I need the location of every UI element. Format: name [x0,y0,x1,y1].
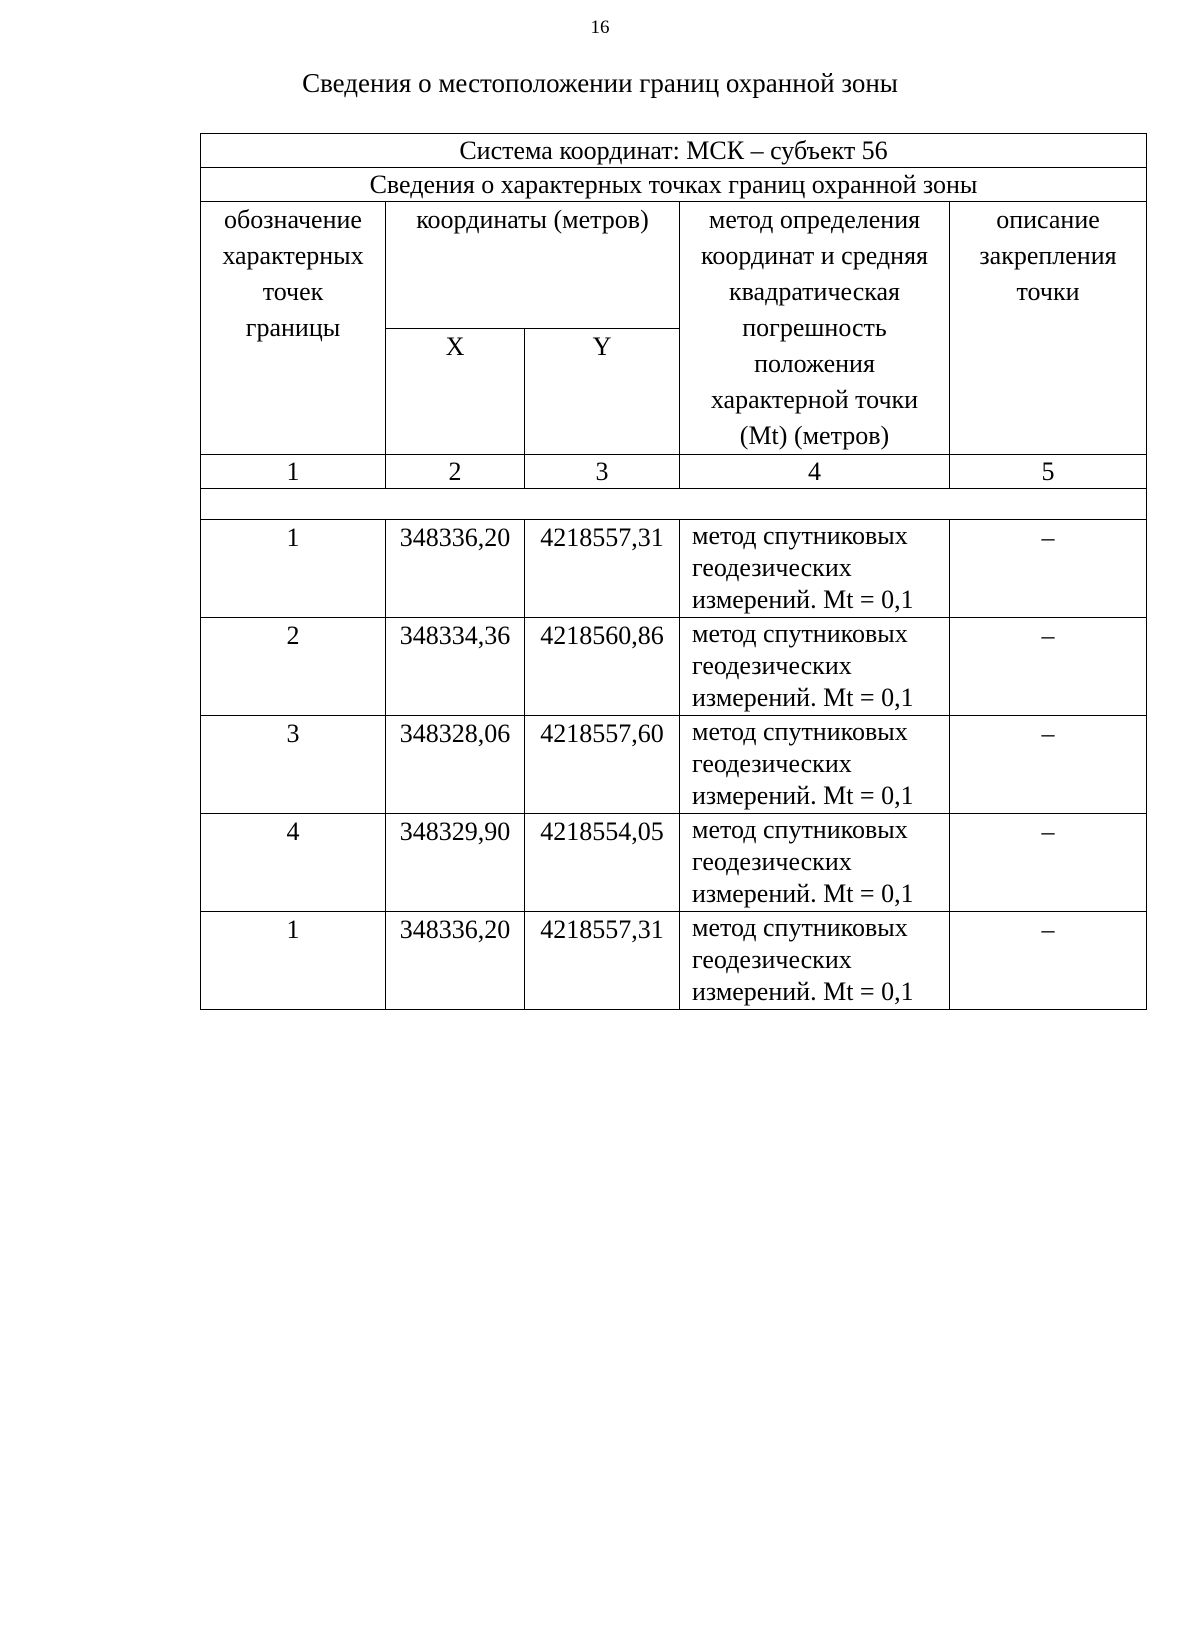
table-row [201,912,1147,1010]
empty-row [201,489,1147,520]
method-cell [680,618,950,716]
header-designation-line: характерных [222,241,364,270]
method-line: измерений. Mt = 0,1 [692,879,914,908]
y-cell: 4218557,31 [525,912,680,1010]
table-row [201,716,1147,814]
point-cell: 3 [201,716,386,814]
method-line: измерений. Mt = 0,1 [692,781,914,810]
y-cell: 4218554,05 [525,814,680,912]
method-line: геодезических [692,945,852,974]
header-description [950,202,1147,455]
coordinate-system-cell: Система координат: МСК – субъект 56 [201,134,1147,168]
y-cell: 4218560,86 [525,618,680,716]
system-row [201,134,1147,168]
x-cell: 348334,36 [386,618,525,716]
method-cell [680,912,950,1010]
header-method-line: квадратическая [728,277,901,306]
method-line: геодезических [692,553,852,582]
method-line: измерений. Mt = 0,1 [692,977,914,1006]
description-cell: – [950,618,1147,716]
point-cell: 4 [201,814,386,912]
header-row [201,202,1147,329]
method-cell [680,716,950,814]
header-designation-line: обозначение [224,205,362,234]
point-cell: 2 [201,618,386,716]
header-description-line: описание [996,205,1100,234]
header-description-line: закрепления [979,241,1117,270]
table-row [201,520,1147,618]
method-line: геодезических [692,847,852,876]
empty-cell [201,489,1147,520]
column-number: 3 [525,455,680,489]
method-line: измерений. Mt = 0,1 [692,683,914,712]
header-method-line: характерной точки [710,385,919,414]
header-coordinates: координаты (метров) [386,202,680,329]
coordinates-table [200,133,1147,1010]
header-method-line: положения [754,349,875,378]
description-cell: – [950,716,1147,814]
point-cell: 1 [201,520,386,618]
table-row [201,814,1147,912]
method-line: метод спутниковых [692,815,908,844]
description-cell: – [950,520,1147,618]
column-number: 5 [950,455,1147,489]
header-method-line: погрешность [742,313,887,342]
header-description-line: точки [1016,277,1080,306]
header-y: Y [525,328,680,455]
info-row [201,168,1147,202]
point-cell: 1 [201,912,386,1010]
description-cell: – [950,912,1147,1010]
page-number: 16 [590,17,610,38]
x-cell: 348329,90 [386,814,525,912]
header-designation-line: точек [262,277,324,306]
method-cell [680,520,950,618]
header-designation [201,202,386,455]
y-cell: 4218557,60 [525,716,680,814]
method-cell [680,814,950,912]
method-line: метод спутниковых [692,717,908,746]
table-row [201,618,1147,716]
method-line: метод спутниковых [692,521,908,550]
y-cell: 4218557,31 [525,520,680,618]
document-title: Сведения о местоположении границ охранной зоны [302,68,898,98]
x-cell: 348328,06 [386,716,525,814]
column-number: 1 [201,455,386,489]
column-number: 4 [680,455,950,489]
method-line: метод спутниковых [692,913,908,942]
header-method-line: метод определения [708,205,921,234]
column-numbers-row [201,455,1147,489]
method-line: измерений. Mt = 0,1 [692,585,914,614]
column-number: 2 [386,455,525,489]
header-method [680,202,950,455]
x-cell: 348336,20 [386,520,525,618]
header-method-line: (Mt) (метров) [739,421,890,450]
header-x: X [386,328,525,455]
method-line: геодезических [692,651,852,680]
points-info-cell: Сведения о характерных точках границ охранной зоны [201,168,1147,202]
method-line: метод спутниковых [692,619,908,648]
description-cell: – [950,814,1147,912]
method-line: геодезических [692,749,852,778]
header-method-line: координат и средняя [701,241,928,270]
x-cell: 348336,20 [386,912,525,1010]
header-designation-line: границы [245,313,341,342]
